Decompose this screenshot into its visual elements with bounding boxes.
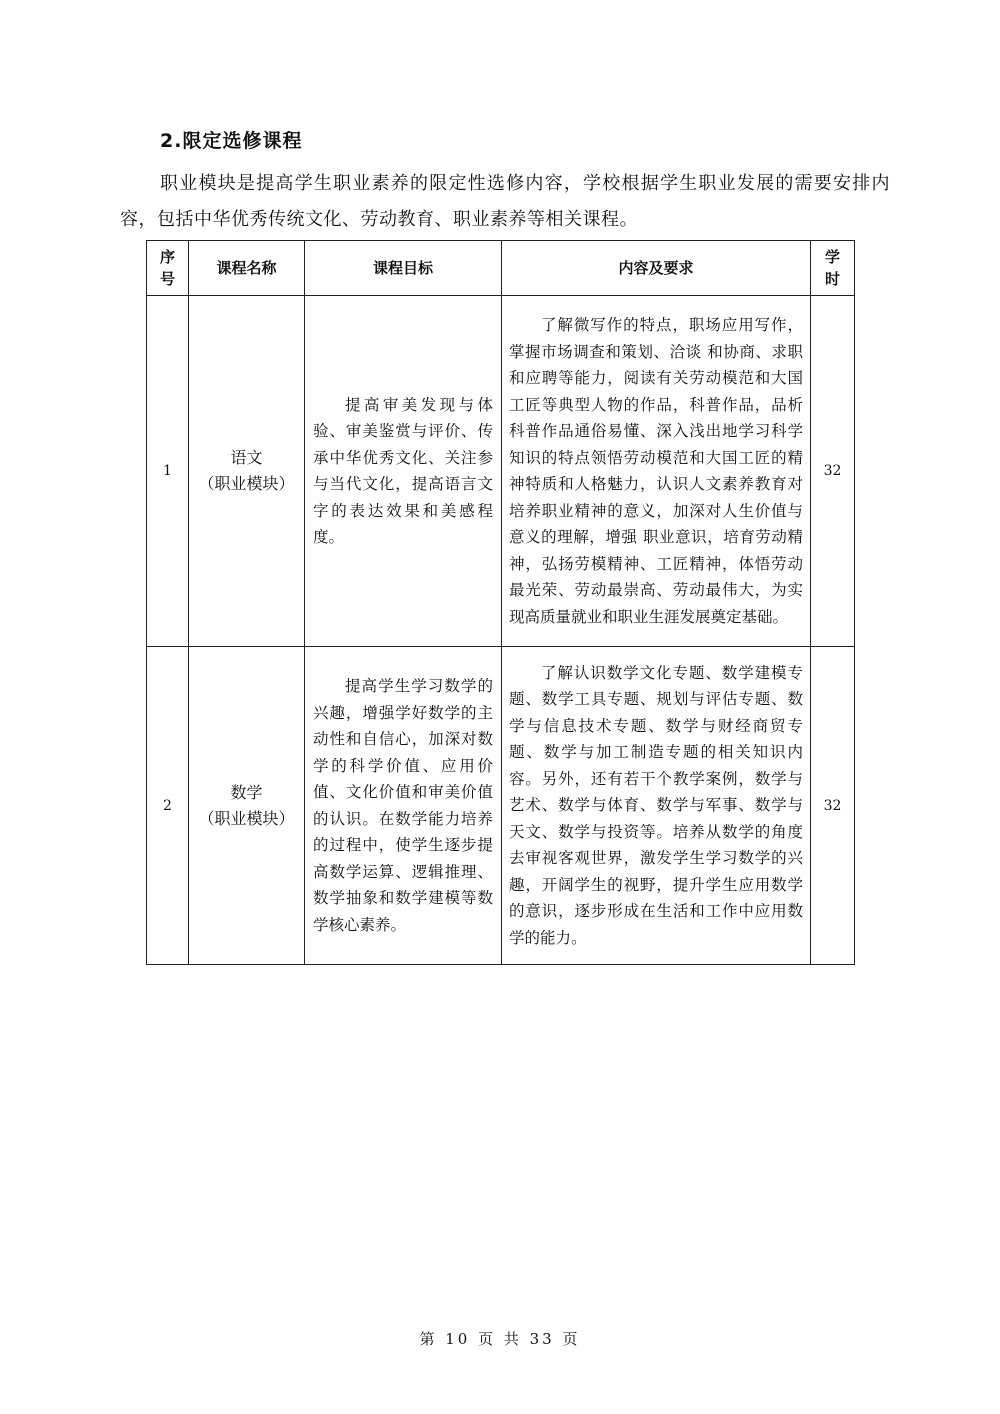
course-name [189, 647, 305, 965]
course-goal-text: 提高审美发现与体验、审美鉴赏与评价、传承中华优秀文化、关注参与当代文化，提高语言文字的表达效果和美感程度。 [313, 395, 493, 546]
header-number [147, 241, 189, 296]
course-goal [305, 647, 502, 965]
table-row [147, 296, 855, 647]
header-content: 内容及要求 [502, 241, 811, 296]
row-number: 1 [147, 296, 189, 647]
course-content-text: 了解认识数学文化专题、数学建模专题、数学工具专题、规划与评估专题、数学与信息技术专题、数学与财经商贸专题、数学与加工制造专题的相关知识内容。另外，还有若干个教学案例，数学与艺术、数学与体育、数学与军事、数学与天文、数学与投资等。培养从数学的角度去审视客观世界，激发学生学习数学的兴趣，开阔学生的视野，提升学生应用数学的意识，逐步形成在生活和工作中应用数学的能力。 [509, 663, 803, 947]
course-goal-text: 提高学生学习数学的兴趣，增强学好数学的主动性和自信心，加深对数学的科学价值、应用价值、文化价值和审美价值的认识。在数学能力培养的过程中，使学生逐步提高数学运算、逻辑推理、数学抽象和数学建模等数学核心素养。 [313, 677, 493, 934]
table-header-row [147, 241, 855, 296]
header-hours-line2: 时 [824, 270, 840, 288]
course-content [502, 647, 811, 965]
header-number-line1: 序 [159, 248, 175, 266]
section-heading: 2.限定选修课程 [160, 130, 303, 152]
header-course-goal: 课程目标 [305, 241, 502, 296]
row-number: 2 [147, 647, 189, 965]
course-name-line2: （职业模块） [198, 474, 295, 493]
course-goal [305, 296, 502, 647]
page-footer: 第 10 页 共 33 页 [419, 1330, 581, 1348]
course-content-text: 了解微写作的特点，职场应用写作，掌握市场调查和策划、洽谈 和协商、求职和应聘等能力，阅读有关劳动模范和大国工匠等典型人物的作品，科普作品，品析科普作品通俗易懂、深入浅出地学习科学知识的特点领悟劳动模范和大国工匠的精神特质和人格魅力，认识人文素养教育对培养职业精神的意义，加深对人生价值与意义的理解，增强 职业意识，培育劳动精神，弘扬劳模精神、工匠精神，体悟劳动最光荣、劳动最崇高、劳动最伟大，为实现高质量就业和职业生涯发展奠定基础。 [509, 316, 803, 626]
header-number-line2: 号 [159, 270, 175, 288]
course-name-line2: （职业模块） [198, 808, 295, 828]
course-hours: 32 [811, 296, 855, 647]
header-course-name: 课程名称 [189, 241, 305, 296]
intro-paragraph: 职业模块是提高学生职业素养的限定性选修内容，学校根据学生职业发展的需要安排内容，包括中华优秀传统文化、劳动教育、职业素养等相关课程。 [120, 173, 890, 230]
header-hours-line1: 学 [824, 248, 840, 266]
course-table [146, 240, 855, 965]
header-hours [811, 241, 855, 296]
course-name-line1: 语文 [230, 448, 263, 467]
course-name-line1: 数学 [230, 782, 263, 802]
table-row [147, 647, 855, 965]
course-name [189, 296, 305, 647]
course-hours: 32 [811, 647, 855, 965]
course-content [502, 296, 811, 647]
